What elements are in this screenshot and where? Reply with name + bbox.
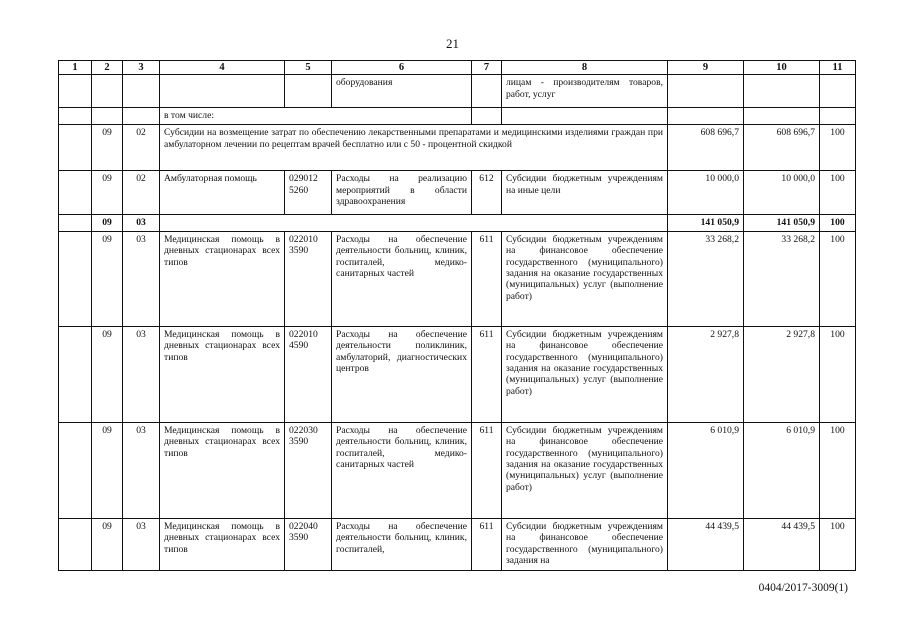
expense-description: Расходы на обеспечение деятельности больниц, клиник, госпиталей, медико-санитарных частей (332, 231, 472, 326)
expense-description: Расходы на обеспечение деятельности поликлиник, амбулаторий, диагностических центров (332, 326, 472, 422)
cell (59, 108, 92, 125)
amount-executed: 6 010,9 (744, 422, 820, 518)
expense-type-code: 611 (472, 326, 502, 422)
expense-type: Субсидии бюджетным учреждениям на финансовое обеспечение государственного (муниципального) задания на (502, 518, 668, 570)
column-header: 6 (332, 61, 472, 75)
header-row (59, 61, 856, 75)
cell (59, 75, 92, 108)
target-article-code: 022010 3590 (285, 231, 332, 326)
expense-description: Расходы на обеспечение деятельности больниц, клиник, госпиталей, медико-санитарных частей (332, 422, 472, 518)
target-article-code: 022040 3590 (285, 518, 332, 570)
cell (285, 75, 332, 108)
direction-name: Амбулаторная помощь (160, 171, 285, 215)
percent-executed: 100 (820, 231, 856, 326)
expense-type: Субсидии бюджетным учреждениям на иные цели (502, 171, 668, 215)
cell (92, 108, 123, 125)
amount-planned: 44 439,5 (668, 518, 744, 570)
amount-executed (744, 75, 820, 108)
amount-planned: 608 696,7 (668, 125, 744, 171)
column-header: 1 (59, 61, 92, 75)
cell (59, 125, 92, 171)
expense-type: Субсидии бюджетным учреждениям на финансовое обеспечение государственного (муниципального) задания на оказание государственных (муниципальных) услуг (выполнение работ) (502, 326, 668, 422)
cell (472, 75, 502, 108)
expense-type: Субсидии бюджетным учреждениям на финансовое обеспечение государственного (муниципального) задания на оказание государственных (муниципальных) услуг (выполнение работ) (502, 231, 668, 326)
expense-description: Расходы на реализацию мероприятий в области здравоохранения (332, 171, 472, 215)
cell (472, 108, 502, 125)
column-header: 5 (285, 61, 332, 75)
column-header: 2 (92, 61, 123, 75)
amount-planned: 141 050,9 (668, 215, 744, 231)
page-number: 21 (446, 36, 459, 51)
section-code: 09 (92, 125, 123, 171)
expense-description: Расходы на обеспечение деятельности больниц, клиник, госпиталей, (332, 518, 472, 570)
table-row (59, 422, 856, 518)
column-header: 10 (744, 61, 820, 75)
cell (59, 171, 92, 215)
percent-executed (820, 75, 856, 108)
spanning-description: Субсидии на возмещение затрат по обеспечению лекарственными препаратами и медицинскими изделиями граждан при амбулаторном лечении по рецептам врачей бесплатно или с 50 - процентной скидкой (160, 125, 668, 171)
target-article-code: 022010 4590 (285, 326, 332, 422)
amount-planned: 6 010,9 (668, 422, 744, 518)
table-row (59, 215, 856, 231)
section-code: 09 (92, 518, 123, 570)
percent-executed: 100 (820, 518, 856, 570)
section-code: 09 (92, 422, 123, 518)
subsection-code: 02 (123, 125, 160, 171)
expense-description: оборудования (332, 75, 472, 108)
target-article-code: 029012 5260 (285, 171, 332, 215)
percent-executed: 100 (820, 422, 856, 518)
cell (59, 231, 92, 326)
amount-planned (668, 75, 744, 108)
column-header: 4 (160, 61, 285, 75)
cell (123, 108, 160, 125)
document-code: 0404/2017-3009(1) (758, 582, 848, 594)
column-header: 7 (472, 61, 502, 75)
cell (160, 215, 668, 231)
budget-table (58, 60, 856, 571)
expense-type-code: 611 (472, 231, 502, 326)
cell (820, 108, 856, 125)
amount-executed: 10 000,0 (744, 171, 820, 215)
direction-name: Медицинская помощь в дневных стационарах всех типов (160, 422, 285, 518)
expense-type-code: 611 (472, 422, 502, 518)
target-article-code: 022030 3590 (285, 422, 332, 518)
column-header: 3 (123, 61, 160, 75)
cell (59, 326, 92, 422)
section-code (92, 75, 123, 108)
percent-executed: 100 (820, 171, 856, 215)
section-code: 09 (92, 326, 123, 422)
table-row (59, 231, 856, 326)
cell (668, 108, 744, 125)
amount-executed: 141 050,9 (744, 215, 820, 231)
percent-executed: 100 (820, 125, 856, 171)
subsection-code: 02 (123, 171, 160, 215)
section-code: 09 (92, 171, 123, 215)
percent-executed: 100 (820, 326, 856, 422)
table-row (59, 171, 856, 215)
table-row (59, 108, 856, 125)
expense-type-code: 611 (472, 518, 502, 570)
amount-executed: 2 927,8 (744, 326, 820, 422)
cell (744, 108, 820, 125)
cell (59, 422, 92, 518)
table-row (59, 75, 856, 108)
cell (59, 215, 92, 231)
subsection-code: 03 (123, 326, 160, 422)
cell (160, 75, 285, 108)
direction-name: Медицинская помощь в дневных стационарах всех типов (160, 326, 285, 422)
table-row (59, 518, 856, 570)
column-header: 11 (820, 61, 856, 75)
section-code: 09 (92, 215, 123, 231)
subsection-code: 03 (123, 518, 160, 570)
column-header: 8 (502, 61, 668, 75)
subsection-code: 03 (123, 231, 160, 326)
subtotal-note: в том числе: (160, 108, 472, 125)
amount-executed: 33 268,2 (744, 231, 820, 326)
subsection-code: 03 (123, 215, 160, 231)
subsection-code: 03 (123, 422, 160, 518)
direction-name: Медицинская помощь в дневных стационарах всех типов (160, 231, 285, 326)
amount-planned: 10 000,0 (668, 171, 744, 215)
cell (59, 518, 92, 570)
subsection-code (123, 75, 160, 108)
table-row (59, 125, 856, 171)
direction-name: Медицинская помощь в дневных стационарах всех типов (160, 518, 285, 570)
table-row (59, 326, 856, 422)
amount-executed: 608 696,7 (744, 125, 820, 171)
cell (502, 108, 668, 125)
expense-type-code: 612 (472, 171, 502, 215)
amount-planned: 33 268,2 (668, 231, 744, 326)
section-code: 09 (92, 231, 123, 326)
expense-type: Субсидии бюджетным учреждениям на финансовое обеспечение государственного (муниципального) задания на оказание государственных (муниципальных) услуг (выполнение работ) (502, 422, 668, 518)
percent-executed: 100 (820, 215, 856, 231)
column-header: 9 (668, 61, 744, 75)
amount-planned: 2 927,8 (668, 326, 744, 422)
amount-executed: 44 439,5 (744, 518, 820, 570)
expense-type: лицам - производителям товаров, работ, услуг (502, 75, 668, 108)
